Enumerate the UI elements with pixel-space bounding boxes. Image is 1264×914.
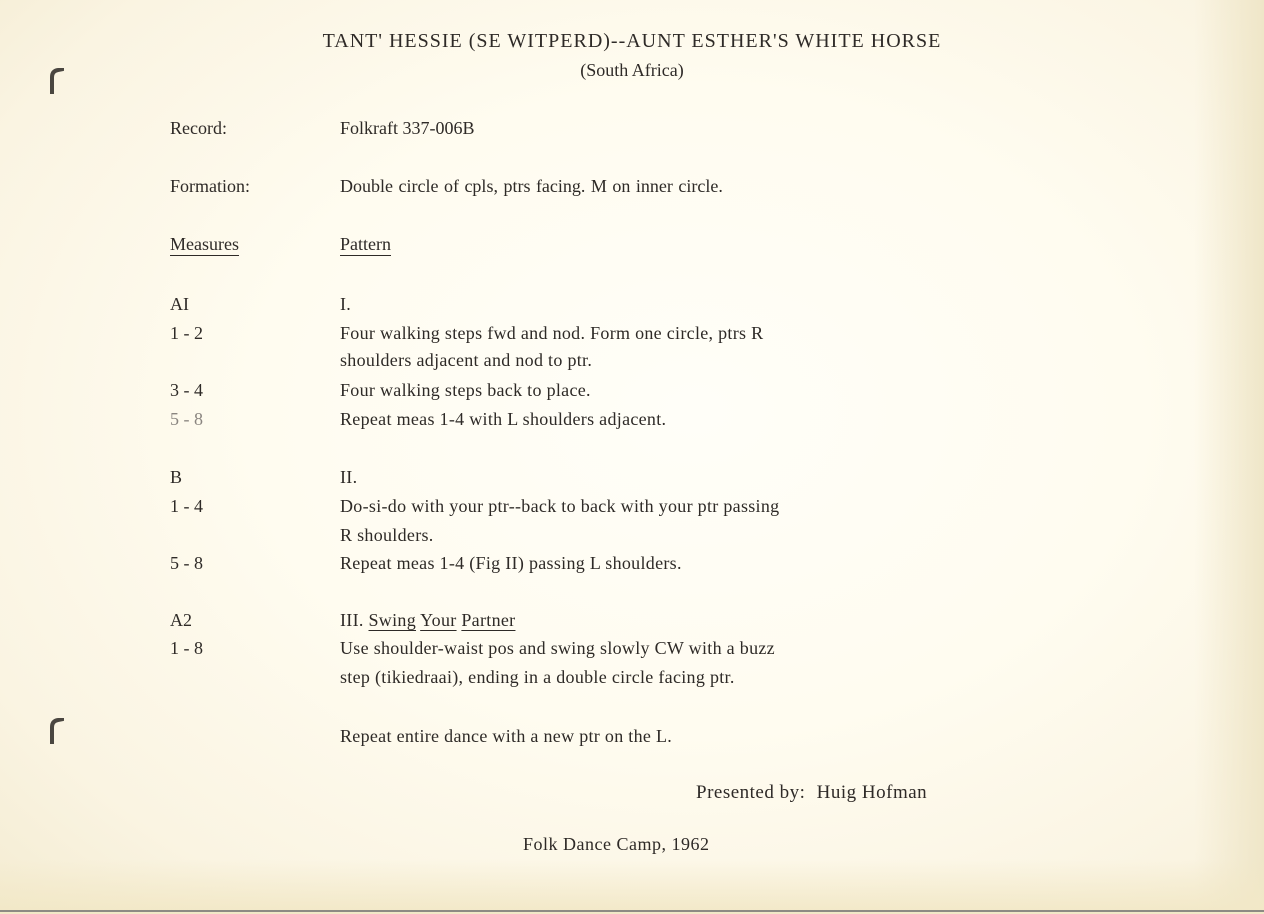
pattern-line: Four walking steps fwd and nod. Form one circle, ptrs R bbox=[340, 323, 764, 343]
figure-title-word: Partner bbox=[461, 610, 516, 630]
presenter-credit bbox=[696, 782, 927, 804]
presented-by-label: Presented by: bbox=[696, 782, 806, 803]
measures-range: 1 - 8 bbox=[170, 638, 203, 658]
part-label: A2 bbox=[170, 610, 192, 630]
closing-instruction: Repeat entire dance with a new ptr on the L. bbox=[340, 726, 673, 746]
figure-title-word: Swing bbox=[368, 610, 417, 630]
figure-number: II. bbox=[340, 467, 358, 487]
pattern-line: shoulders adjacent and nod to ptr. bbox=[340, 350, 593, 370]
part-label: B bbox=[170, 467, 183, 487]
pattern-line: Repeat meas 1-4 (Fig II) passing L shoulders. bbox=[340, 553, 682, 573]
figure-heading bbox=[340, 610, 515, 631]
figure-number: III. bbox=[340, 610, 364, 630]
pattern-line: Do-si-do with your ptr--back to back with your ptr passing bbox=[340, 496, 780, 516]
record-value: Folkraft 337-006B bbox=[340, 118, 475, 138]
measures-range: 1 - 4 bbox=[170, 496, 203, 516]
page-bottom-band bbox=[0, 859, 1264, 914]
measures-range: 5 - 8 bbox=[170, 409, 203, 429]
measures-range: 5 - 8 bbox=[170, 553, 203, 573]
measures-range: 3 - 4 bbox=[170, 380, 203, 400]
binder-hole-mark-bottom bbox=[50, 718, 64, 744]
record-label: Record: bbox=[170, 118, 227, 138]
bottom-divider bbox=[0, 910, 1264, 912]
pattern-line: Repeat meas 1-4 with L shoulders adjacent. bbox=[340, 409, 667, 429]
page-footer: Folk Dance Camp, 1962 bbox=[523, 834, 710, 854]
presenter-name: Huig Hofman bbox=[816, 782, 928, 803]
formation-value: Double circle of cpls, ptrs facing. M on inner circle. bbox=[340, 176, 723, 196]
formation-label: Formation: bbox=[170, 176, 250, 196]
pattern-line: Four walking steps back to place. bbox=[340, 380, 591, 400]
page-edge-shadow bbox=[1194, 0, 1264, 914]
pattern-line: R shoulders. bbox=[340, 525, 434, 545]
part-label: AI bbox=[170, 294, 189, 314]
figure-title-word: Your bbox=[420, 610, 457, 630]
dance-origin: (South Africa) bbox=[580, 60, 684, 80]
measures-header: Measures bbox=[170, 234, 239, 254]
measures-range: 1 - 2 bbox=[170, 323, 203, 343]
figure-number: I. bbox=[340, 294, 352, 314]
dance-title: TANT' HESSIE (SE WITPERD)--AUNT ESTHER'S WHITE HORSE bbox=[322, 30, 942, 52]
pattern-line: step (tikiedraai), ending in a double circle facing ptr. bbox=[340, 667, 735, 687]
pattern-line: Use shoulder-waist pos and swing slowly CW with a buzz bbox=[340, 638, 775, 658]
pattern-header: Pattern bbox=[340, 234, 391, 254]
